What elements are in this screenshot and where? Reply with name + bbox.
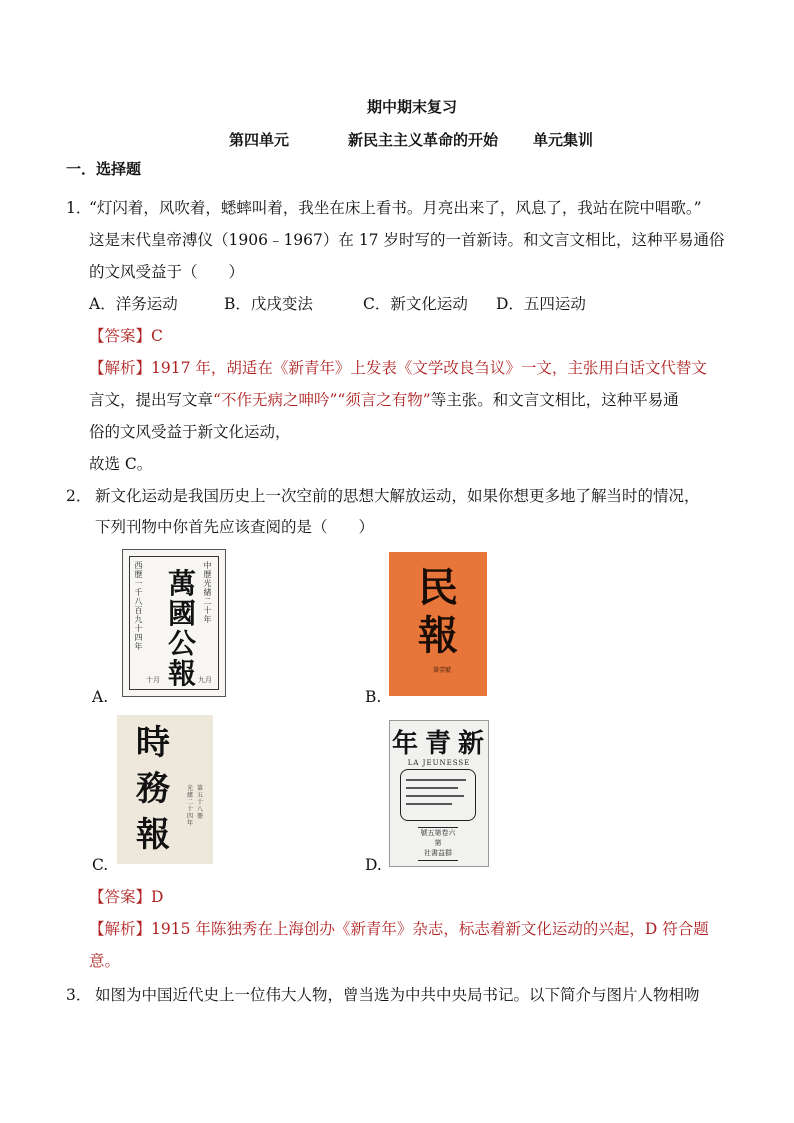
analysis-text: 等主张。和文言文相比，这种平易通 <box>430 391 679 409</box>
analysis-quote: “不作无病之呻吟”“须言之有物” <box>213 391 431 409</box>
cover-d-subtitle: LA JEUNESSE <box>407 759 471 767</box>
cover-d-contents-line <box>406 787 458 789</box>
unit-suffix: 单元集训 <box>533 131 594 149</box>
cover-d-title-char: 年 <box>392 729 419 759</box>
question-1-conclusion: 故选 C。 <box>89 455 153 473</box>
cover-c-title-1: 時 <box>136 723 170 763</box>
question-2-answer <box>89 885 163 907</box>
question-1-option-b: B．戊戌变法 <box>224 295 313 313</box>
cover-d-publisher <box>418 827 458 861</box>
analysis-text: 言文，提出写文章 <box>89 391 214 409</box>
cover-min-bao <box>389 552 487 696</box>
question-1-option-a: A．洋务运动 <box>89 295 178 313</box>
page-title: 期中期末复习 <box>367 98 458 116</box>
cover-c-side-1: 光緒二十四年 <box>187 785 194 827</box>
cover-a-title: 萬國公報 <box>167 567 196 690</box>
answer-value: C <box>151 327 163 345</box>
question-1-option-c: C．新文化运动 <box>363 295 468 313</box>
question-2-number: 2． <box>66 487 92 505</box>
question-1-line-3: 的文风受益于（ ） <box>89 263 245 281</box>
cover-d-title <box>392 723 484 760</box>
question-1-line-2: 这是末代皇帝溥仪（1906﹣1967）在 17 岁时写的一首新诗。和文言文相比，这种平易通俗 <box>89 231 725 249</box>
answer-tag: 【答案】 <box>89 327 152 345</box>
cover-d-issue: 號五第卷六第 <box>420 829 456 847</box>
unit-topic: 新民主主义革命的开始 <box>348 131 499 149</box>
cover-b-title-2: 報 <box>418 612 458 659</box>
cover-d-title-char: 新 <box>457 729 484 759</box>
cover-frame <box>129 556 219 690</box>
section-title: 一．选择题 <box>66 160 142 178</box>
cover-a-month-left: 十月 <box>146 676 160 684</box>
analysis-tag: 【解析】 <box>89 920 152 938</box>
question-1-analysis-line-2 <box>89 388 679 410</box>
analysis-tag: 【解析】 <box>89 359 152 377</box>
cover-c-side-2: 第五十八冊 <box>197 785 204 820</box>
cover-xin-qingnian <box>389 720 489 867</box>
cover-c-title-2: 務 <box>136 769 170 809</box>
cover-wanguo-gongbao <box>122 549 226 697</box>
cover-shiwu-bao <box>117 715 213 864</box>
question-1-line-1: “灯闪着，风吹着，蟋蟀叫着，我坐在床上看书。月亮出来了，风息了，我站在院中唱歌。” <box>89 199 702 217</box>
question-2-option-b: B. <box>365 688 382 706</box>
cover-d-title-char: 青 <box>424 729 451 759</box>
cover-a-month-right: 九月 <box>198 676 212 684</box>
question-2-analysis-line-1 <box>89 917 709 939</box>
analysis-text: 1917 年，胡适在《新青年》上发表《文学改良刍议》一文，主张用白话文代替文 <box>151 359 707 377</box>
answer-tag: 【答案】 <box>89 888 152 906</box>
unit-label: 第四单元 <box>229 131 290 149</box>
question-2-option-c: C. <box>92 856 109 874</box>
question-2-line-2: 下列刊物中你首先应该查阅的是（ ） <box>95 518 375 536</box>
cover-c-title-3: 報 <box>136 815 170 855</box>
question-3-line-1: 如图为中国近代史上一位伟大人物，曾当选为中共中央局书记。以下简介与图片人物相吻 <box>95 986 700 1004</box>
cover-a-date-chinese: 中歷光緒二十年 <box>203 561 212 624</box>
question-3-number: 3． <box>66 986 92 1004</box>
cover-d-contents-line <box>406 779 466 781</box>
question-2-option-d: D. <box>365 856 382 874</box>
cover-d-contents-line <box>406 795 464 797</box>
question-1-analysis-line-1 <box>89 356 707 378</box>
question-1-answer <box>89 324 163 346</box>
cover-b-title-1: 民 <box>418 564 458 611</box>
cover-d-publisher-name: 社書益群 <box>424 849 452 857</box>
question-2-line-1: 新文化运动是我国历史上一次空前的思想大解放运动，如果你想更多地了解当时的情况， <box>95 487 700 505</box>
question-2-option-a: A. <box>92 688 109 706</box>
cover-a-date-western: 西歷一千八百九十四年 <box>134 561 143 651</box>
answer-value: D <box>151 888 164 906</box>
cover-b-issue: 第壹號 <box>433 667 452 674</box>
question-1-option-d: D．五四运动 <box>496 295 586 313</box>
analysis-text: 1915 年陈独秀在上海创办《新青年》杂志，标志着新文化运动的兴起，D 符合题 <box>151 920 709 938</box>
question-2-analysis-line-2: 意。 <box>89 952 121 970</box>
cover-d-contents-line <box>406 803 452 805</box>
question-1-analysis-line-3: 俗的文风受益于新文化运动， <box>89 423 291 441</box>
question-1-number: 1． <box>66 199 92 217</box>
